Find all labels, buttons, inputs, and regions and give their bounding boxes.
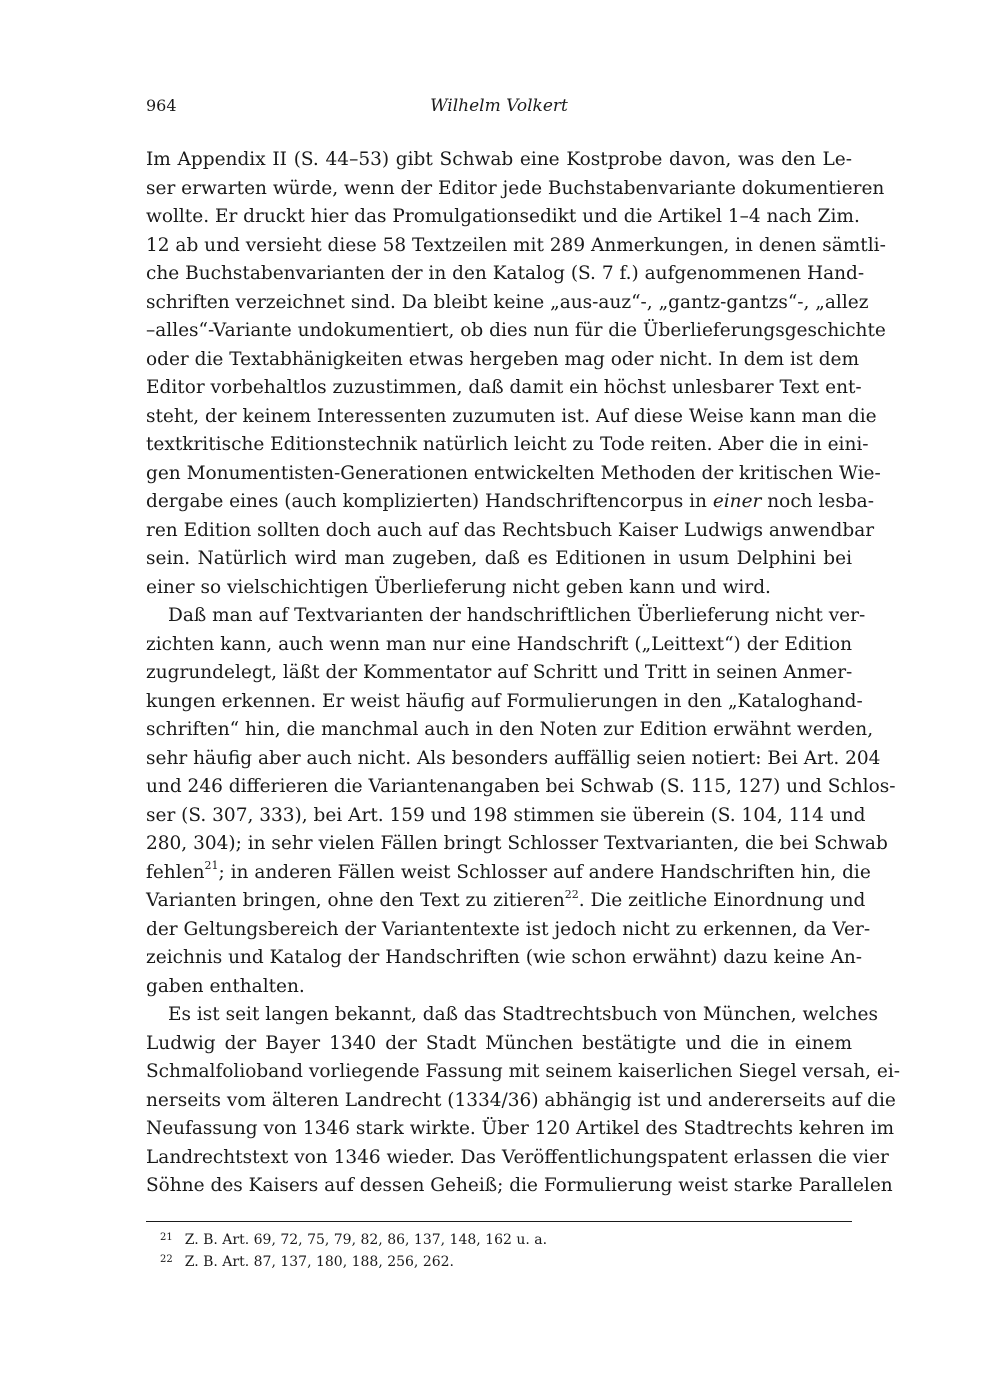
text-line <box>146 403 877 432</box>
text-line <box>146 688 863 717</box>
text-line <box>146 574 852 603</box>
text-segment: 12 ab und versieht diese 58 Textzeilen mit 289 Anmerkungen, in denen sämtli- <box>146 234 886 256</box>
text-segment: dergabe eines (auch komplizierten) Handschriftencorpus in <box>146 491 713 512</box>
footnote-ref: 22 <box>564 887 579 901</box>
text-segment: gaben enthalten. <box>146 975 305 997</box>
text-segment: . Die zeitliche Einordnung und <box>578 890 866 911</box>
footnotes <box>146 1230 852 1274</box>
page-header <box>146 96 852 124</box>
text-line <box>146 830 888 859</box>
text-segment: Schmalfolioband vorliegende Fassung mit seinem kaiserlichen Siegel versah, ei- <box>146 1061 901 1082</box>
footnote <box>146 1230 852 1252</box>
text-line <box>146 1087 896 1116</box>
text-segment: Söhne des Kaisers auf dessen Geheiß; die Formulierung weist starke Parallelen <box>146 1175 893 1196</box>
text-segment: Neufassung von 1346 stark wirkte. Über 120 Artikel des Stadtrechts kehren im <box>146 1118 895 1139</box>
text-line <box>146 203 860 232</box>
text-segment: ser erwarten würde, wenn der Editor jede Buchstabenvariante dokumentieren <box>146 177 885 199</box>
text-segment: kungen erkennen. Er weist häufig auf Formulierungen in den „Kataloghand- <box>146 690 863 712</box>
text-line <box>146 317 886 346</box>
footnote-divider <box>146 1221 852 1222</box>
text-segment: 280, 304); in sehr vielen Fällen bringt Schlosser Textvarianten, die bei Schwab <box>146 833 888 854</box>
text-line <box>146 374 862 403</box>
text-line <box>146 431 869 460</box>
footnote-ref: 21 <box>204 859 219 873</box>
text-line <box>146 887 866 916</box>
text-line <box>146 973 852 1002</box>
text-line <box>146 488 874 517</box>
text-segment: einer so vielschichtigen Überlieferung nicht geben kann und wird. <box>146 576 771 598</box>
text-segment: fehlen <box>146 861 205 883</box>
text-line <box>146 773 896 802</box>
text-line <box>146 175 885 204</box>
text-segment: Editor vorbehaltlos zuzustimmen, daß damit ein höchst unlesbarer Text ent- <box>146 377 862 398</box>
text-segment: zeichnis und Katalog der Handschriften (wie schon erwähnt) dazu keine An- <box>146 947 863 968</box>
text-line <box>146 1172 893 1201</box>
text-segment: ser (S. 307, 333), bei Art. 159 und 198 stimmen sie überein (S. 104, 114 und <box>146 804 866 826</box>
text-line <box>146 1115 895 1144</box>
text-line <box>146 545 852 574</box>
body-text <box>146 146 901 1201</box>
text-segment: textkritische Editionstechnik natürlich leicht zu Tode reiten. Aber die in eini- <box>146 434 869 455</box>
text-line <box>146 517 875 546</box>
text-line <box>146 289 869 318</box>
footnote-text: Z. B. Art. 69, 72, 75, 79, 82, 86, 137, 148, 162 u. a. <box>184 1232 548 1248</box>
footnote <box>146 1252 852 1274</box>
paragraph <box>146 602 896 1001</box>
text-segment: ren Edition sollten doch auch auf das Rechtsbuch Kaiser Ludwigs anwendbar <box>146 519 875 541</box>
text-segment: zugrundelegt, läßt der Kommentator auf Schritt und Tritt in seinen Anmer- <box>146 662 853 683</box>
text-line <box>146 716 874 745</box>
text-line <box>146 944 863 973</box>
emphasis: einer <box>712 491 762 512</box>
text-segment: und 246 differieren die Variantenangaben bei Schwab (S. 115, 127) und Schlos- <box>146 776 896 797</box>
text-line <box>146 260 865 289</box>
text-line <box>146 232 886 261</box>
text-segment: schriften verzeichnet sind. Da bleibt keine „aus-auz“-, „gantz-gantzs“-, „allez <box>146 291 869 313</box>
text-segment: sein. Natürlich wird man zugeben, daß es Editionen in usum Delphini bei <box>146 548 852 569</box>
text-line <box>146 346 860 375</box>
text-line <box>146 859 871 888</box>
text-segment: Im Appendix II (S. 44–53) gibt Schwab eine Kostprobe davon, was den Le- <box>146 149 852 170</box>
text-segment: Ludwig der Bayer 1340 der Stadt München bestätigte und die in einem <box>146 1032 852 1054</box>
text-segment: –alles“-Variante undokumentiert, ob dies nun für die Überlieferungsgeschichte <box>146 320 886 341</box>
text-line <box>146 1001 878 1030</box>
text-segment: sehr häufig aber auch nicht. Als besonders auffällig seien notiert: Bei Art. 204 <box>146 747 881 769</box>
text-line <box>146 802 866 831</box>
paragraph <box>146 146 886 602</box>
text-segment: gen Monumentisten-Generationen entwickelten Methoden der kritischen Wie- <box>146 462 881 484</box>
text-segment: zichten kann, auch wenn man nur eine Handschrift („Leittext“) der Edition <box>146 633 852 655</box>
text-line <box>146 602 866 631</box>
text-segment: wollte. Er druckt hier das Promulgationsedikt und die Artikel 1–4 nach Zim. <box>146 206 860 227</box>
page-number: 964 <box>146 96 177 115</box>
text-segment: noch lesba- <box>761 491 874 512</box>
text-segment: che Buchstabenvarianten der in den Katalog (S. 7 f.) aufgenommenen Hand- <box>146 263 865 284</box>
text-line <box>146 631 852 660</box>
footnote-number: 22 <box>160 1254 173 1265</box>
text-segment: Es ist seit langen bekannt, daß das Stadtrechtsbuch von München, welches <box>168 1004 878 1025</box>
footnote-text: Z. B. Art. 87, 137, 180, 188, 256, 262. <box>184 1254 455 1270</box>
text-line <box>146 1030 852 1059</box>
running-title: Wilhelm Volkert <box>430 96 568 116</box>
text-line <box>146 659 852 688</box>
text-line <box>146 1058 901 1087</box>
text-segment: steht, der keinem Interessenten zuzumuten ist. Auf diese Weise kann man die <box>146 405 877 427</box>
text-line <box>146 146 852 175</box>
text-segment: Varianten bringen, ohne den Text zu zitieren <box>146 890 565 911</box>
text-segment: Landrechtstext von 1346 wieder. Das Veröffentlichungspatent erlassen die vier <box>146 1146 889 1168</box>
footnote-number: 21 <box>160 1232 173 1243</box>
text-segment: nerseits vom älteren Landrecht (1334/36) abhängig ist und andererseits auf die <box>146 1089 896 1111</box>
text-segment: oder die Textabhänigkeiten etwas hergeben mag oder nicht. In dem ist dem <box>146 348 860 370</box>
text-segment: Daß man auf Textvarianten der handschriftlichen Überlieferung nicht ver- <box>168 605 866 626</box>
text-line <box>146 745 881 774</box>
text-segment: der Geltungsbereich der Variantentexte ist jedoch nicht zu erkennen, da Ver- <box>146 918 871 940</box>
text-segment: schriften“ hin, die manchmal auch in den Noten zur Edition erwähnt werden, <box>146 719 874 740</box>
paragraph <box>146 1001 901 1201</box>
text-line <box>146 460 881 489</box>
text-line <box>146 916 871 945</box>
text-segment: ; in anderen Fällen weist Schlosser auf andere Handschriften hin, die <box>218 861 871 883</box>
text-line <box>146 1144 889 1173</box>
